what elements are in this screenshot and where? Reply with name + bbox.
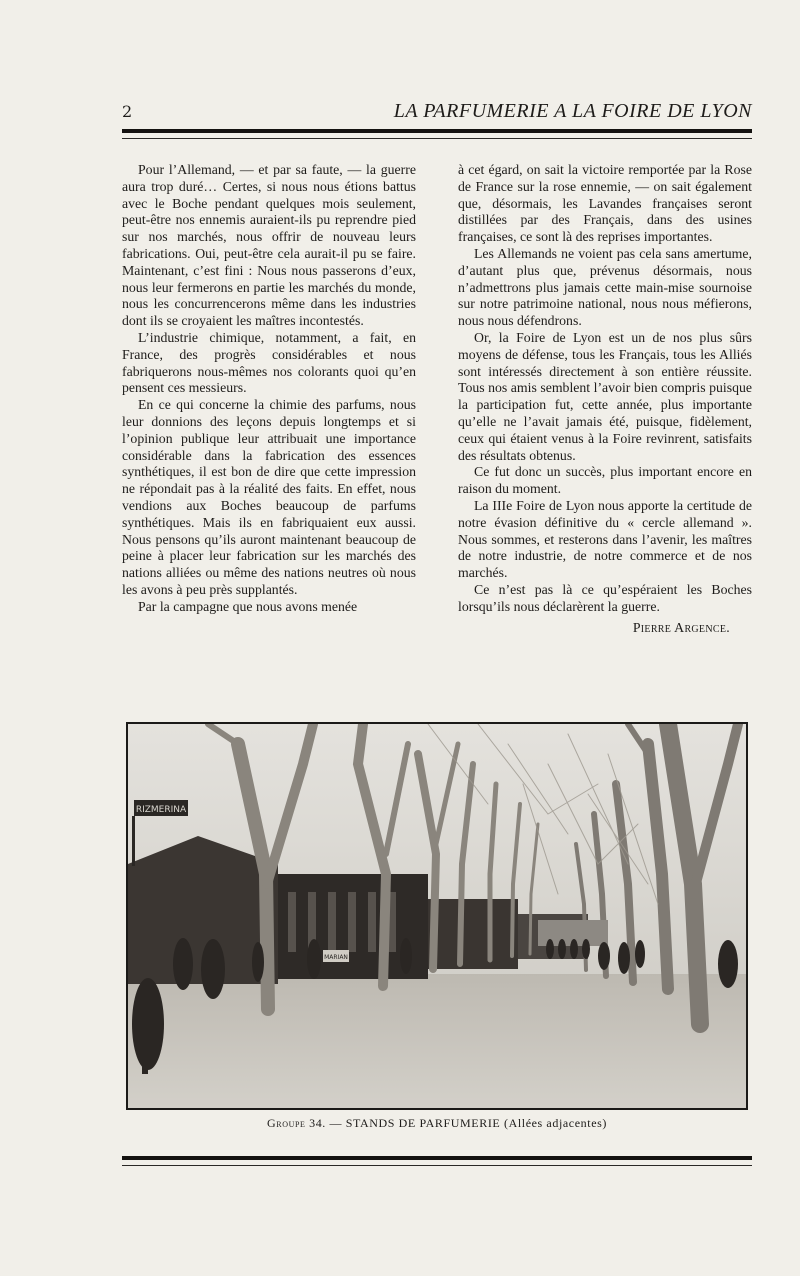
photo-caption bbox=[122, 1116, 752, 1131]
footer-rule-thick bbox=[122, 1156, 752, 1160]
paragraph: Ce n’est pas là ce qu’espéraient les Boches lorsqu’ils nous déclarèrent la guerre. bbox=[458, 581, 752, 614]
paragraph: La IIIe Foire de Lyon nous apporte la certitude de notre évasion définitive du « cercle allemand ». Nous sommes, et resterons dans l’avenir, les maîtres de notre industrie, de notre commerce et de nos marchés. bbox=[458, 497, 752, 581]
article-right-column bbox=[458, 162, 752, 636]
paragraph: En ce qui concerne la chimie des parfums, nous leur donnions des leçons depuis longtemps et si l’opinion publique leur attribuait une importance considérable dans la fabrication des essences synthétiques, il est bon de dire que cette impression ne répondait pas à la réalité des faits. En effet, nous vendions aux Boches beaucoup de parfums synthétiques. Mais ils en fabriquaient eux aussi. Nous pensons qu’ils auront maintenant beaucoup de peine à placer leur fabrication sur les marchés des nations alliées ou même des nations neutres où nous les avons à peu près supplantés. bbox=[122, 397, 416, 597]
paragraph: Pour l’Allemand, — et par sa faute, — la guerre aura trop duré… Certes, si nous nous étions battus avec le Boche pendant quelques mois seulement, peut-être nos ennemis auraient-ils pu reprendre pied sur nos marchés, nous offrir de nouveau leurs fabrications. Oui, peut-être cela aurait-il pu se faire. Maintenant, c’est fini : Nous nous passerons d’eux, nous leur fermerons en partie les marchés du monde, nous les concurrencerons même dans les industries dont ils se croyaient les maîtres incontestés. bbox=[122, 162, 416, 329]
paragraph: L’industrie chimique, notamment, a fait, en France, des progrès considérables et nous fabriquerons nous-mêmes nos colorants quoi qu’en pensent ces messieurs. bbox=[122, 329, 416, 396]
paragraph: Par la campagne que nous avons menée bbox=[138, 598, 358, 614]
page-header bbox=[122, 100, 752, 126]
running-title: LA PARFUMERIE A LA FOIRE DE LYON bbox=[393, 100, 752, 122]
paragraph: Or, la Foire de Lyon est un de nos plus sûrs moyens de défense, tous les Français, tous les Alliés sont intéressés directement à son entière réussite. Tous nos amis semblent l’avoir bien compris puisque la participation fut, cette année, plus importante qu’elle ne l’avait jamais été, puisque, fidèlement, ceux qui étaient venus à la Foire revinrent, satisfaits des résultats obtenus. bbox=[458, 329, 752, 463]
paragraph: Ce fut donc un succès, plus important encore en raison du moment. bbox=[458, 464, 752, 497]
header-rule-thin bbox=[122, 138, 752, 139]
header-rule-thick bbox=[122, 129, 752, 133]
caption-title: STANDS DE PARFUMERIE bbox=[345, 1116, 501, 1130]
photo-illustration bbox=[128, 724, 746, 1108]
page-number: 2 bbox=[122, 102, 133, 121]
ground bbox=[128, 974, 746, 1108]
caption-subtitle: (Allées adjacentes) bbox=[503, 1116, 607, 1130]
footer-rule-thin bbox=[122, 1165, 752, 1166]
fair-alley-photo bbox=[126, 722, 748, 1110]
article-left-column bbox=[122, 162, 416, 616]
sign-text: RIZMERINA bbox=[135, 805, 187, 815]
paragraph: à cet égard, on sait la victoire remportée par la Rose de France sur la rose ennemie, — on sait également que, désormais, les Lavandes françaises seront distillées par des Français, dans des usines françaises, ce sont là des reprises importantes. bbox=[458, 162, 752, 245]
author-signature: Pierre Argence. bbox=[632, 619, 730, 635]
caption-separator: — bbox=[329, 1116, 343, 1130]
caption-group: Groupe 34. bbox=[267, 1116, 326, 1130]
stall-sign-text: MARIAN bbox=[324, 954, 348, 961]
paragraph: Les Allemands ne voient pas cela sans amertume, d’autant plus que, prévenus désormais, nous n’admettrons plus jamais cette main-mise sournoise sur notre patrimoine national, nous nous méfierons, nous nous défendrons. bbox=[458, 245, 752, 329]
